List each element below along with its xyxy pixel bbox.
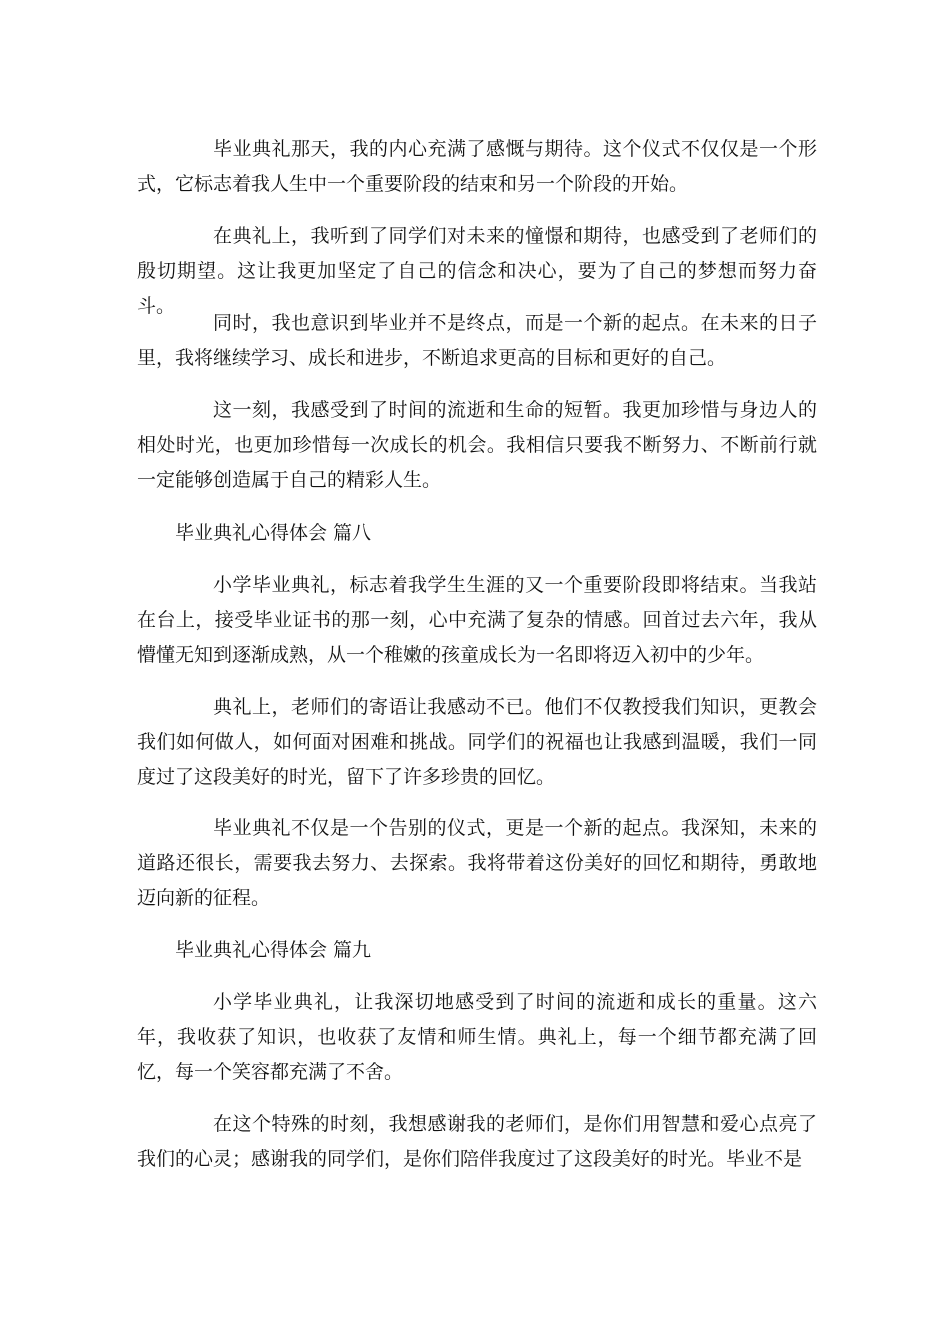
paragraph: 在这个特殊的时刻，我想感谢我的老师们，是你们用智慧和爱心点亮了我们的心灵；感谢我的同学们，是你们陪伴我度过了这段美好的时光。毕业不是 (137, 1113, 817, 1170)
paragraph: 典礼上，老师们的寄语让我感动不已。他们不仅教授我们知识，更教会我们如何做人，如何面对困难和挑战。同学们的祝福也让我感到温暖，我们一同度过了这段美好的时光，留下了许多珍贵的回忆。 (137, 696, 817, 788)
paragraph: 小学毕业典礼，标志着我学生生涯的又一个重要阶段即将结束。当我站在台上，接受毕业证书的那一刻，心中充满了复杂的情感。回首过去六年，我从懵懂无知到逐渐成熟，从一个稚嫩的孩童成长为一名即将迈入初中的少年。 (137, 574, 817, 666)
paragraph: 这一刻，我感受到了时间的流逝和生命的短暂。我更加珍惜与身边人的相处时光，也更加珍惜每一次成长的机会。我相信只要我不断努力、不断前行就一定能够创造属于自己的精彩人生。 (137, 399, 817, 491)
paragraph: 同时，我也意识到毕业并不是终点，而是一个新的起点。在未来的日子里，我将继续学习、成长和进步，不断追求更高的目标和更好的自己。 (137, 312, 817, 369)
section-heading-8: 毕业典礼心得体会 篇八 (175, 522, 372, 544)
paragraph: 小学毕业典礼，让我深切地感受到了时间的流逝和成长的重量。这六年，我收获了知识，也收获了友情和师生情。典礼上，每一个细节都充满了回忆，每一个笑容都充满了不舍。 (137, 991, 817, 1083)
paragraph: 在典礼上，我听到了同学们对未来的憧憬和期待，也感受到了老师们的殷切期望。这让我更加坚定了自己的信念和决心，要为了自己的梦想而努力奋斗。 (137, 225, 817, 317)
paragraph: 毕业典礼不仅是一个告别的仪式，更是一个新的起点。我深知，未来的道路还很长，需要我去努力、去探索。我将带着这份美好的回忆和期待，勇敢地迈向新的征程。 (137, 817, 817, 909)
section-heading-9: 毕业典礼心得体会 篇九 (175, 939, 372, 961)
paragraph: 毕业典礼那天，我的内心充满了感慨与期待。这个仪式不仅仅是一个形式，它标志着我人生中一个重要阶段的结束和另一个阶段的开始。 (137, 138, 817, 195)
